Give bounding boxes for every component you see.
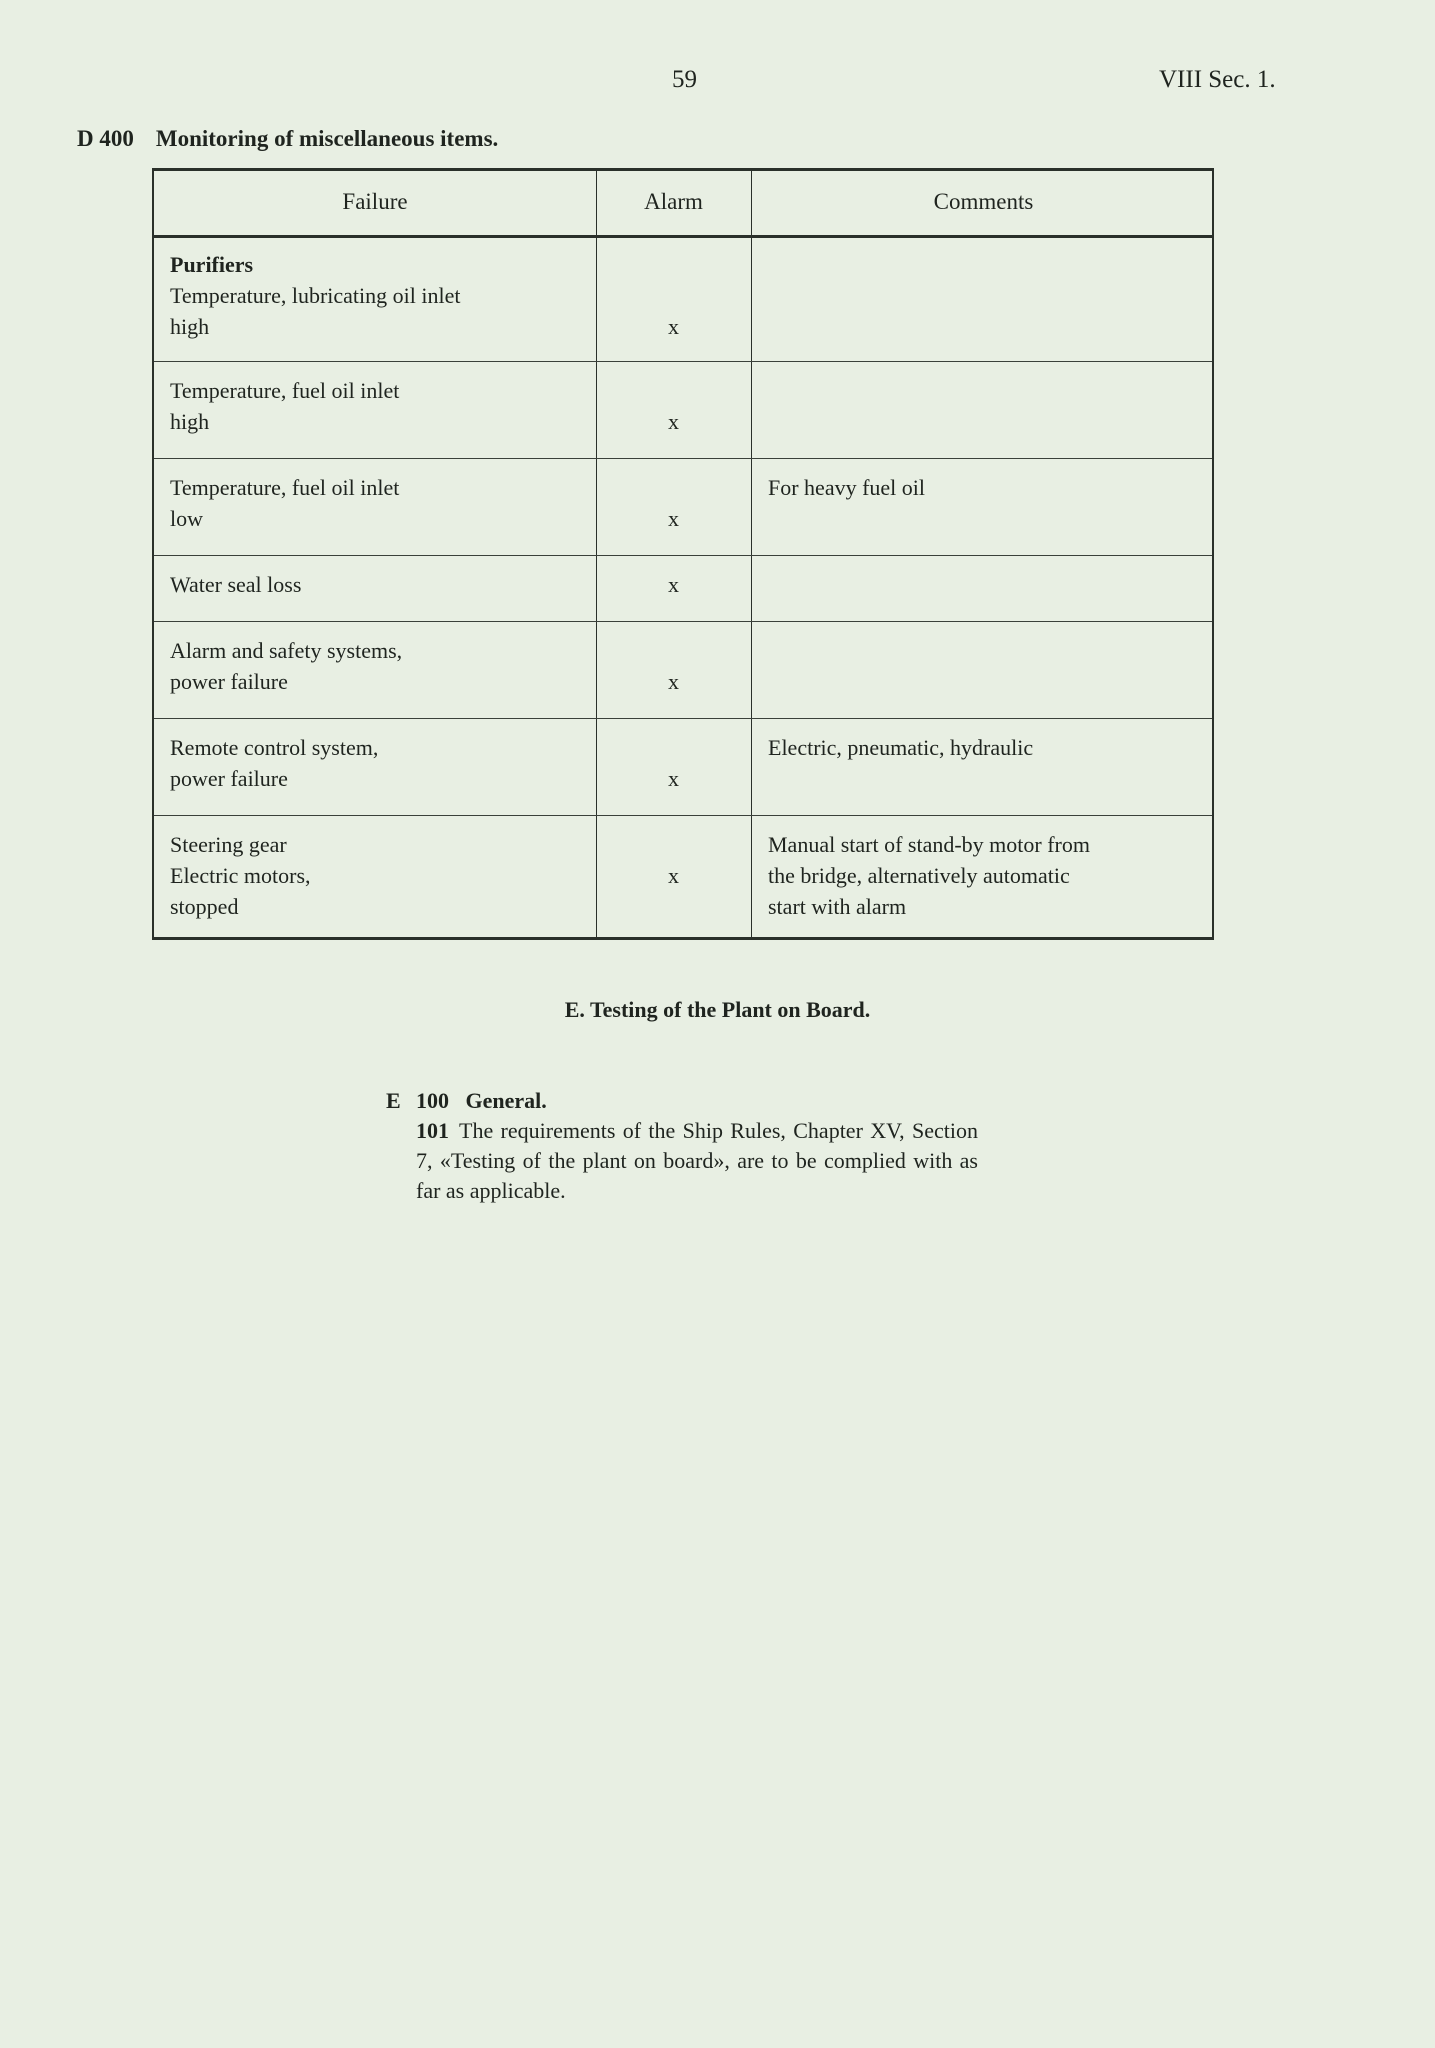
comment-text: Manual start of stand-by motor from bbox=[768, 832, 1090, 857]
table-header bbox=[154, 171, 1212, 238]
alarm-mark: x bbox=[668, 314, 679, 339]
comment-text: For heavy fuel oil bbox=[768, 475, 926, 500]
failure-cell bbox=[170, 829, 590, 922]
header-failure: Failure bbox=[342, 189, 408, 214]
failure-text: power failure bbox=[170, 766, 288, 791]
section-d-title: Monitoring of miscellaneous items. bbox=[155, 126, 499, 151]
paragraph-101 bbox=[416, 1116, 978, 1206]
table-row bbox=[154, 621, 1212, 719]
subsection-heading bbox=[386, 1086, 978, 1116]
comment-cell bbox=[768, 732, 1208, 763]
comment-cell bbox=[768, 472, 1208, 503]
failure-text: power failure bbox=[170, 669, 288, 694]
failure-cell bbox=[170, 732, 590, 794]
failure-text: Steering gear bbox=[170, 832, 287, 857]
failure-text: Temperature, fuel oil inlet bbox=[170, 378, 400, 403]
header-comments: Comments bbox=[933, 189, 1034, 214]
failure-text: low bbox=[170, 506, 203, 531]
alarm-mark: x bbox=[668, 669, 679, 694]
comment-text: Electric, pneumatic, hydraulic bbox=[768, 735, 1034, 760]
alarm-mark: x bbox=[668, 506, 679, 531]
paragraph-number: 101 bbox=[416, 1118, 449, 1143]
group-label: Purifiers bbox=[170, 252, 254, 277]
subsection-title: General. bbox=[465, 1088, 547, 1113]
failure-text: high bbox=[170, 314, 210, 339]
header-alarm: Alarm bbox=[644, 189, 703, 214]
failure-cell bbox=[170, 472, 590, 534]
comment-text: the bridge, alternatively automatic bbox=[768, 863, 1070, 888]
table-row bbox=[154, 458, 1212, 556]
table-row bbox=[154, 555, 1212, 622]
paragraph-text: The requirements of the Ship Rules, Chapter XV, Section 7, «Testing of the plant on board», are to be complied with as far as applicable. bbox=[416, 1118, 978, 1203]
alarm-mark: x bbox=[668, 766, 679, 791]
failure-text: Remote control system, bbox=[170, 735, 379, 760]
table-row bbox=[154, 361, 1212, 459]
failure-cell bbox=[170, 569, 590, 600]
table-row bbox=[154, 718, 1212, 816]
monitoring-table bbox=[152, 168, 1214, 940]
comment-cell bbox=[768, 829, 1208, 922]
failure-cell bbox=[170, 249, 590, 342]
table-row bbox=[154, 815, 1212, 939]
page-number: 59 bbox=[672, 66, 697, 93]
failure-text: Alarm and safety systems, bbox=[170, 638, 403, 663]
section-d-heading bbox=[77, 126, 498, 152]
failure-text: Water seal loss bbox=[170, 572, 302, 597]
failure-cell bbox=[170, 635, 590, 697]
alarm-mark: x bbox=[668, 863, 679, 888]
comment-text: start with alarm bbox=[768, 894, 907, 919]
alarm-mark: x bbox=[668, 572, 679, 597]
failure-cell bbox=[170, 375, 590, 437]
subsection-number: 100 bbox=[416, 1088, 449, 1113]
failure-text: Temperature, fuel oil inlet bbox=[170, 475, 400, 500]
section-e-title: E. Testing of the Plant on Board. bbox=[564, 997, 871, 1022]
alarm-mark: x bbox=[668, 409, 679, 434]
section-d-number: D 400 bbox=[77, 126, 134, 151]
failure-text: stopped bbox=[170, 894, 239, 919]
failure-text: Temperature, lubricating oil inlet bbox=[170, 283, 461, 308]
section-e-body bbox=[386, 1086, 978, 1206]
section-reference: VIII Sec. 1. bbox=[1159, 66, 1276, 93]
failure-text: Electric motors, bbox=[170, 863, 311, 888]
failure-text: high bbox=[170, 409, 210, 434]
subsection-letter: E bbox=[386, 1088, 401, 1113]
table-row bbox=[154, 235, 1212, 362]
